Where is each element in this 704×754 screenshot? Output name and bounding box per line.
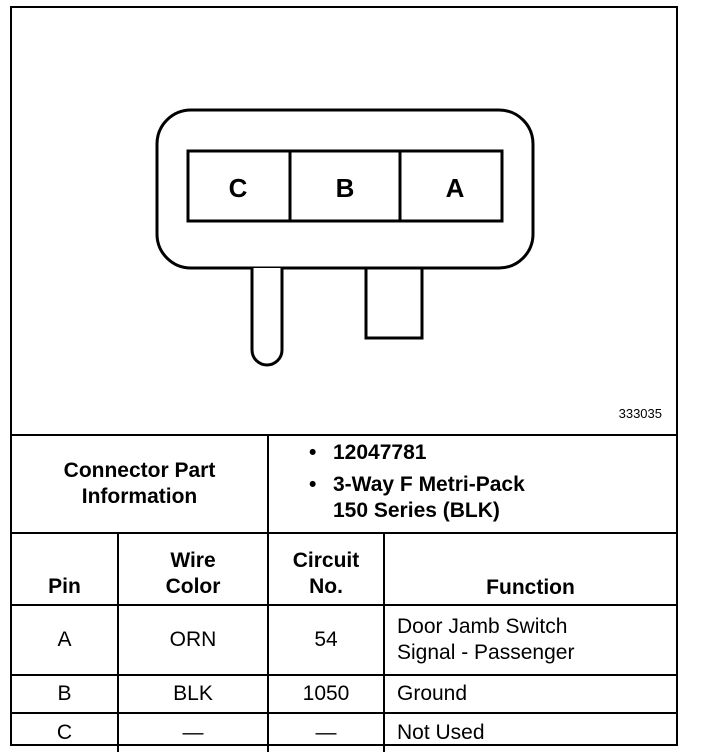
circuit-cell: — [268,713,384,752]
header-wire-color: Wire Color [118,533,268,605]
connector-info-table [12,436,676,752]
connector-part-label-line1: Connector Part [63,459,216,482]
locking-tab [252,268,282,365]
pin-label-a: A [445,173,465,203]
wire-color-cell: BLK [118,675,268,713]
connector-part-label [12,436,268,533]
table-row [12,713,676,752]
connector-part-list [309,440,676,524]
wire-color-cell: ORN [118,605,268,675]
key-tab [366,268,422,338]
connector-sheet [10,6,678,746]
pin-cell: A [12,605,118,675]
function-cell: Ground [384,675,676,713]
connector-part-values [268,436,676,533]
figure-number: 333035 [618,406,662,421]
connector-description: • 3-Way F Metri-Pack 150 Series (BLK) [309,472,676,524]
connector-diagram [12,8,676,436]
circuit-cell: 54 [268,605,384,675]
table-header-row [12,533,676,605]
pin-cell: B [12,675,118,713]
header-function: Function [384,533,676,605]
function-cell: Not Used [384,713,676,752]
function-cell: Door Jamb Switch Signal - Passenger [384,605,676,675]
connector-drawing [12,8,676,434]
table-row [12,605,676,675]
part-number: • 12047781 [309,440,676,466]
header-pin: Pin [12,533,118,605]
connector-part-row [12,436,676,533]
circuit-cell: 1050 [268,675,384,713]
header-circuit-no: Circuit No. [268,533,384,605]
connector-part-label-line2: Information [81,485,198,508]
pin-label-c: C [228,173,248,203]
pin-cell: C [12,713,118,752]
wire-color-cell: — [118,713,268,752]
table-row [12,675,676,713]
pin-label-b: B [335,173,355,203]
